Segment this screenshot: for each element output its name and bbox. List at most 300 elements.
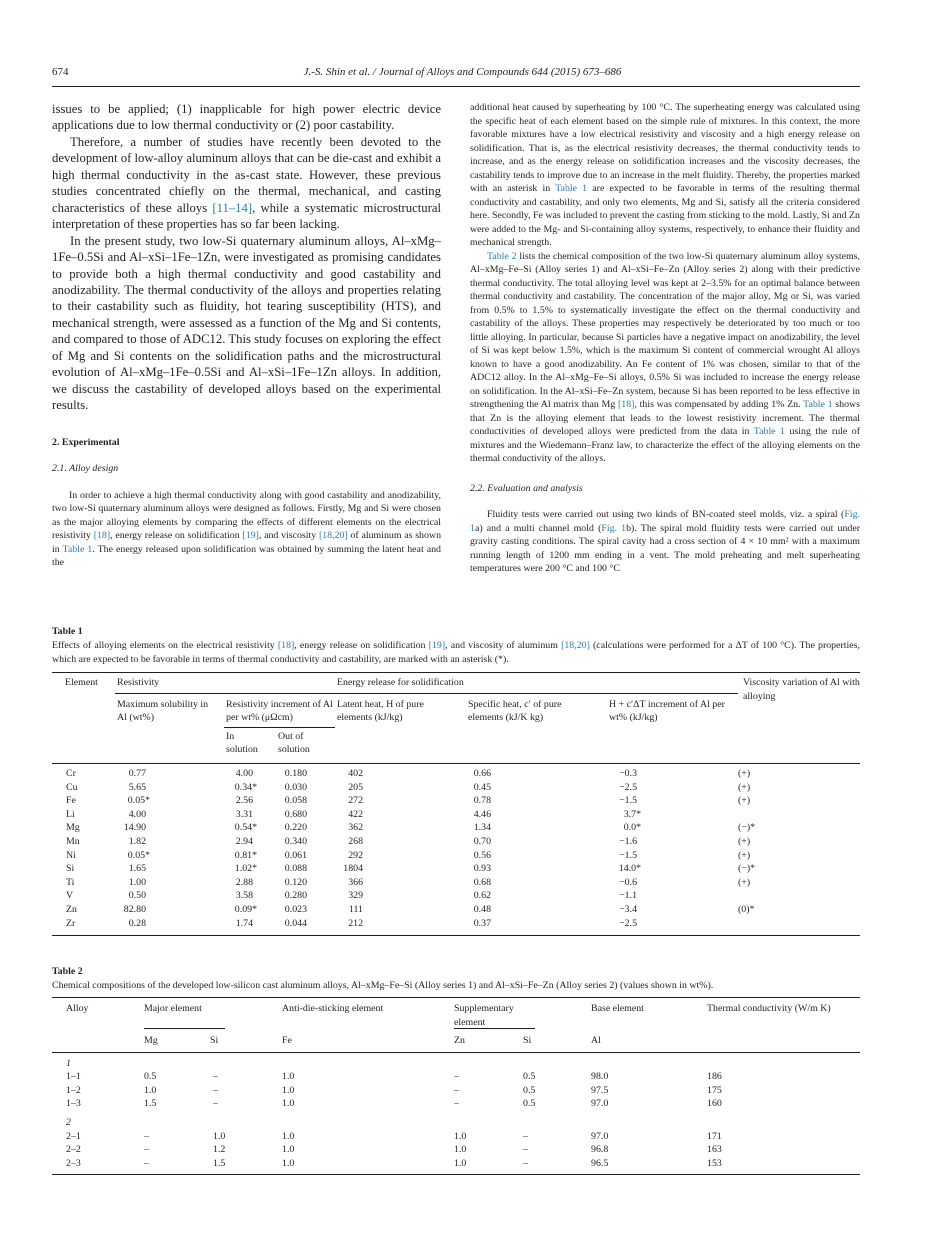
citation-link[interactable]: Table 1 — [62, 543, 93, 555]
cell-value: (0)* — [738, 903, 755, 915]
table-cell — [276, 808, 335, 822]
cell-value: 1.0 — [282, 1144, 295, 1156]
table-cell — [205, 1070, 278, 1084]
cell-value: 272 — [348, 795, 363, 807]
table-cell — [115, 763, 224, 780]
table-cell — [278, 1070, 450, 1084]
text-run: shows that Zn is the alloying element that leads to the lowest resistivity increment. The thermal conductivities of developed alloys were predicted from the data in — [470, 399, 860, 437]
table-cell — [703, 1070, 860, 1084]
cell-value: 1–3 — [66, 1098, 81, 1110]
cell-value: 0.340 — [284, 835, 307, 847]
table-cell — [738, 808, 860, 822]
paragraph — [52, 101, 441, 134]
table-cell — [276, 917, 335, 936]
cell-value: – — [144, 1130, 149, 1142]
cell-value: (+) — [738, 795, 751, 807]
cell-value: 82.80 — [123, 903, 146, 915]
header-supplementary — [450, 998, 587, 1030]
text-run: (calculations were performed for a ΔT of 100 °C). The properties, which are expected to be favorable in terms of thermal conductivity and castability, are marked with an asterisk (*). — [52, 640, 860, 665]
table-cell — [605, 794, 738, 808]
cell-value: – — [523, 1157, 528, 1169]
cell-value: 153 — [707, 1157, 722, 1169]
cell-value: 1.0 — [454, 1130, 467, 1142]
table2-row — [52, 1157, 860, 1175]
cell-value: 362 — [348, 822, 363, 834]
table-cell — [115, 794, 224, 808]
text-run: , and viscosity — [258, 530, 319, 542]
cell-value: 0.54* — [234, 822, 257, 834]
cell-value: Cu — [66, 781, 78, 793]
cell-value: 1.0 — [454, 1144, 467, 1156]
table-cell — [115, 889, 224, 903]
running-title: J.-S. Shin et al. / Journal of Alloys and Compounds 644 (2015) 673–686 — [303, 66, 622, 78]
table-cell — [335, 917, 465, 936]
table-cell — [465, 835, 605, 849]
cell-value: 97.0 — [591, 1130, 609, 1142]
table-cell — [140, 1084, 205, 1098]
left-column — [52, 101, 441, 570]
supplementary-label: Supplementary element — [454, 1002, 535, 1029]
cell-value: 97.5 — [591, 1084, 609, 1096]
cell-value: 0.030 — [284, 781, 307, 793]
table-cell — [115, 917, 224, 936]
paragraph — [52, 233, 441, 414]
table-cell — [605, 876, 738, 890]
cell-value: 0.50 — [128, 890, 146, 902]
table-cell — [224, 781, 276, 795]
cell-value: Ti — [66, 876, 75, 888]
alloy-cell — [52, 1084, 140, 1098]
table1 — [52, 672, 860, 936]
table2-body — [52, 1052, 860, 1175]
text-run: , and viscosity of aluminum — [445, 640, 562, 651]
cell-value: 0.09* — [234, 903, 257, 915]
text-run: , while a systematic microstructural interpretation of these properties has so far been lacking. — [52, 200, 441, 232]
header-mg: Mg — [144, 1035, 158, 1046]
text-run: . The energy released upon solidification was obtained by summing the latent heat and the — [52, 543, 441, 569]
table1-row — [52, 917, 860, 936]
table-cell — [519, 1143, 587, 1157]
header-resistivity-increment: Resistivity increment of Al per wt% (μΩcm) — [224, 693, 335, 727]
table-cell — [450, 1070, 519, 1084]
cell-value: 0.220 — [284, 822, 307, 834]
cell-value: 402 — [348, 767, 363, 779]
table-cell — [605, 917, 738, 936]
cell-value: −2.5 — [619, 917, 638, 929]
table1-row — [52, 903, 860, 917]
table-cell — [115, 821, 224, 835]
cell-value: 96.8 — [591, 1144, 609, 1156]
page-number: 674 — [52, 66, 69, 78]
table-cell — [115, 876, 224, 890]
table-cell — [224, 808, 276, 822]
table-cell — [140, 1097, 205, 1111]
table-cell — [465, 849, 605, 863]
cell-value: 0.0* — [623, 822, 642, 834]
element-cell — [52, 835, 115, 849]
alloy-series-label: 2 — [66, 1116, 71, 1128]
cell-value: 0.044 — [284, 917, 307, 929]
table-cell — [465, 917, 605, 936]
citation-link[interactable]: Table 1 — [555, 183, 588, 194]
subsection-heading: 2.1. Alloy design — [52, 463, 119, 475]
table-cell — [738, 794, 860, 808]
table-cell — [703, 1143, 860, 1157]
alloy-cell — [52, 1097, 140, 1111]
table-cell — [335, 876, 465, 890]
table-cell — [605, 903, 738, 917]
table-cell — [587, 1130, 703, 1144]
table-cell — [115, 862, 224, 876]
cell-value: – — [523, 1144, 528, 1156]
table-cell — [738, 781, 860, 795]
header-latent-heat: Latent heat, H of pure elements (kJ/kg) — [337, 698, 424, 724]
cell-value: – — [144, 1157, 149, 1169]
cell-value: 0.37 — [473, 917, 491, 929]
table2-title: Table 2 — [52, 966, 83, 977]
table-cell — [738, 917, 860, 936]
header-specific-heat: Specific heat, c′ of pure elements (kJ/K kg) — [468, 698, 562, 724]
table1-caption — [52, 639, 860, 666]
table-cell — [224, 876, 276, 890]
citation-link[interactable]: [19] — [428, 640, 446, 651]
cell-value: 111 — [348, 903, 363, 915]
element-cell — [52, 917, 115, 936]
citation-link[interactable]: Table 2 — [487, 250, 517, 262]
table-cell — [605, 835, 738, 849]
cell-value: 0.023 — [284, 903, 307, 915]
header-si: Si — [210, 1035, 219, 1046]
cell-value: 4.00 — [128, 808, 146, 820]
table1-body — [52, 763, 860, 935]
citation-link[interactable]: [18] — [93, 530, 111, 542]
table1-row — [52, 862, 860, 876]
cell-value: 0.058 — [284, 795, 307, 807]
cell-value: V — [66, 890, 74, 902]
table-cell — [278, 1084, 450, 1098]
table-cell — [587, 1143, 703, 1157]
table-cell — [335, 763, 465, 780]
table1-row — [52, 808, 860, 822]
table-cell — [276, 889, 335, 903]
text-run: issues to be applied; (1) inapplicable for high power electric device applications due to low thermal conductivity or (2) poor castability. — [52, 102, 441, 133]
table-cell — [450, 1157, 519, 1175]
table-cell — [224, 794, 276, 808]
cell-value: 0.34* — [234, 781, 257, 793]
citation-link[interactable]: [11–14] — [212, 200, 253, 215]
element-cell — [52, 808, 115, 822]
table-cell — [703, 1097, 860, 1111]
table-cell — [276, 821, 335, 835]
text-run: Therefore, a number of studies have recently been devoted to the development of low-alloy aluminum alloys that can be die-cast and exhibit a high thermal conductivity in the as-cast state. However, these previous studies concentrated chiefly on the thermal, mechanical, and casting characteristics of these alloys — [52, 134, 441, 215]
cell-value: 0.680 — [284, 808, 307, 820]
cell-value: (+) — [738, 767, 751, 779]
cell-value: 2.94 — [235, 835, 253, 847]
header-divider — [52, 86, 860, 87]
table-cell — [335, 849, 465, 863]
table-cell — [276, 903, 335, 917]
cell-value: Zn — [66, 903, 77, 915]
cell-value: – — [454, 1098, 459, 1110]
citation-link[interactable]: [18] — [277, 640, 295, 651]
table-cell — [519, 1070, 587, 1084]
cell-value: 0.78 — [473, 795, 491, 807]
table-cell — [224, 849, 276, 863]
table-cell — [276, 849, 335, 863]
text-run: additional heat caused by superheating by 100 °C. The superheating energy was calculated using the specific heat of each element based on the simple rule of mixtures. In this context, the more favorable mixtures have a low electrical resistivity and viscosity and a high energy release on solidification. That is, as the electrical resistivity decreases, the thermal conductivity tends to increase, and as the energy release on solidification increases and the viscosity decreases, the castability tends to improve due to an increase in the melt fluidity. Thereby, the properties marked with an asterisk in — [470, 102, 860, 194]
cell-value: 0.05* — [127, 849, 150, 861]
alloy-cell — [52, 1143, 140, 1157]
element-cell — [52, 821, 115, 835]
table-cell — [519, 1157, 587, 1175]
citation-link[interactable]: Fig. 1 — [470, 509, 860, 534]
alloy-design-section — [52, 436, 441, 570]
cell-value: – — [213, 1098, 218, 1110]
out-of-solution-label: Out of solution — [278, 730, 310, 756]
table-cell — [738, 903, 860, 917]
cell-value: 1.0 — [282, 1071, 295, 1083]
header-base-element: Base element — [591, 1003, 644, 1014]
text-run: of aluminum as shown in — [52, 530, 442, 555]
cell-value: 14.90 — [123, 822, 146, 834]
table-cell — [276, 862, 335, 876]
citation-link[interactable]: [18,20] — [561, 640, 590, 651]
header-fe: Fe — [282, 1035, 292, 1046]
cell-value: 1.0 — [213, 1130, 226, 1142]
citation-link[interactable]: Table 1 — [753, 426, 785, 437]
table-cell — [140, 1070, 205, 1084]
table-cell — [115, 849, 224, 863]
cell-value: 1804 — [343, 863, 363, 875]
cell-value: 1.2 — [213, 1144, 226, 1156]
table-cell — [276, 876, 335, 890]
cell-value: 1.82 — [128, 835, 146, 847]
table-cell — [587, 1157, 703, 1175]
header-thermal-conductivity: Thermal conductivity (W/m K) — [707, 1003, 831, 1014]
table1-row — [52, 781, 860, 795]
table-cell — [465, 781, 605, 795]
table-cell — [605, 862, 738, 876]
cell-value: −3.4 — [619, 903, 638, 915]
cell-value: 0.81* — [234, 849, 257, 861]
table-cell — [224, 821, 276, 835]
cell-value: 0.68 — [473, 876, 491, 888]
cell-value: – — [454, 1071, 459, 1083]
cell-value: 3.31 — [235, 808, 253, 820]
cell-value: 14.0* — [618, 863, 642, 875]
cell-value: 0.120 — [284, 876, 307, 888]
cell-value: Zr — [66, 917, 76, 929]
table-cell — [224, 862, 276, 876]
cell-value: Mn — [66, 835, 80, 847]
table-cell — [224, 903, 276, 917]
citation-link[interactable]: [19] — [242, 530, 259, 542]
cell-value: 1–1 — [66, 1071, 81, 1083]
table-cell — [205, 1143, 278, 1157]
text-run: are expected to be favorable in terms of the resulting thermal conductivity and castability, and only two elements, Mg and Si, satisfy all the criteria considered here. Secondly, Fe was included to prevent the casting from sticking to the mold. Lastly, Si and Zn were added to the Mg- and Si-containing alloy systems, respectively, to enhance their fluidity and mechanical strength. — [470, 183, 861, 248]
header-anti-die-sticking: Anti-die-sticking element — [282, 1003, 384, 1014]
cell-value: 1.0 — [282, 1098, 295, 1110]
subsection-heading: 2.2. Evaluation and analysis — [470, 482, 583, 494]
cell-value: 4.00 — [235, 767, 253, 779]
cell-value: 0.180 — [284, 767, 307, 779]
cell-value: – — [213, 1084, 218, 1096]
text-run: lists the chemical composition of the two low-Si quaternary aluminum alloy systems, Al–xMg–Fe–Si (Alloy series 1) and Al–xSi–Fe–Zn (Alloy series 2) along with their predictive thermal conductivity. The total alloying level was kept at 2–3.5% for an optimal balance between thermal conductivity and castability. The concentration of the major alloy, Mg or Si, was varied from 0.5% to 1.5% to systematically investigate the effect on the thermal conductivity and castability of the alloys. These properties may respectively be deteriorated by too much or too little alloying. In particular, because Si particles have a negative impact on anodizability, the level of Si was kept below 1.5%, which is the maximum Si content of commercial wrought Al alloys known to have a good anodizability. An Fe content of 1% was chosen, similar to that of the ADC12 alloy. In the Al–xMg–Fe–Si alloys, 0.5% Si was included to increase the energy release on solidification. In the Al–xSi–Fe–Zn system, because Si has been reported to be less effective in strengthening the Al matrix than Mg — [470, 250, 860, 410]
table-cell — [465, 763, 605, 780]
table1-row — [52, 889, 860, 903]
table-cell — [605, 781, 738, 795]
cell-value: 0.5 — [144, 1071, 157, 1083]
cell-value: 0.77 — [128, 767, 146, 779]
header-in-solution — [224, 727, 276, 763]
table-cell — [605, 889, 738, 903]
cell-value: 2.88 — [235, 876, 253, 888]
header-element: Element — [65, 677, 98, 688]
table-cell — [465, 794, 605, 808]
table-cell — [450, 1143, 519, 1157]
table-cell — [278, 1157, 450, 1175]
cell-value: 0.5 — [523, 1098, 536, 1110]
cell-value: 163 — [707, 1144, 722, 1156]
cell-value: 98.0 — [591, 1071, 609, 1083]
cell-value: 0.62 — [473, 890, 491, 902]
table-cell — [276, 763, 335, 780]
text-run: using the rule of mixtures and the Wiedemann–Franz law, to characterize the effect of the alloying elements on the thermal conductivity of the alloys. — [470, 426, 860, 464]
table-cell — [205, 1097, 278, 1111]
element-cell — [52, 781, 115, 795]
header-h-increment: H + c′ΔT increment of Al per wt% (kJ/kg) — [609, 698, 725, 724]
table-cell — [335, 835, 465, 849]
major-element-label: Major element — [144, 1002, 225, 1029]
element-cell — [52, 862, 115, 876]
in-solution-label: In solution — [226, 730, 258, 756]
element-cell — [52, 849, 115, 863]
cell-value: 212 — [348, 917, 363, 929]
cell-value: 0.5 — [523, 1084, 536, 1096]
cell-value: 97.0 — [591, 1098, 609, 1110]
cell-value: 1.0 — [454, 1157, 467, 1169]
cell-value: 1.0 — [144, 1084, 157, 1096]
paragraph — [470, 508, 860, 576]
cell-value: 0.05* — [127, 795, 150, 807]
cell-value: 1.5 — [213, 1157, 226, 1169]
cell-value: 0.28 — [128, 917, 146, 929]
cell-value: 0.48 — [473, 903, 491, 915]
cell-value: 2–1 — [66, 1130, 81, 1142]
table2-row — [52, 1084, 860, 1098]
table1-row — [52, 849, 860, 863]
table-cell — [335, 821, 465, 835]
citation-link[interactable]: Fig. 1 — [601, 522, 627, 534]
cell-value: Li — [66, 808, 75, 820]
cell-value: 0.45 — [473, 781, 491, 793]
table-cell — [587, 1084, 703, 1098]
cell-value: (+) — [738, 835, 751, 847]
cell-value: 1–2 — [66, 1084, 81, 1096]
table-cell — [738, 862, 860, 876]
table-cell — [276, 781, 335, 795]
cell-value: Mg — [66, 822, 80, 834]
table-cell — [605, 763, 738, 780]
table-cell — [587, 1097, 703, 1111]
cell-value: 0.93 — [473, 863, 491, 875]
element-cell — [52, 794, 115, 808]
cell-value: 422 — [348, 808, 363, 820]
table1-title: Table 1 — [52, 626, 83, 637]
cell-value: (−)* — [738, 863, 756, 875]
cell-value: – — [213, 1071, 218, 1083]
text-run: , energy release on solidification — [110, 530, 243, 542]
citation-link[interactable]: Table 1 — [803, 399, 833, 410]
cell-value: −1.5 — [619, 849, 638, 861]
cell-value: 5.65 — [128, 781, 146, 793]
table-cell — [140, 1143, 205, 1157]
alloy-series-label: 1 — [66, 1057, 71, 1069]
cell-value: 175 — [707, 1084, 722, 1096]
cell-value: 0.56 — [473, 849, 491, 861]
citation-link[interactable]: [18] — [618, 399, 635, 410]
table-cell — [278, 1143, 450, 1157]
cell-value: 1.34 — [473, 822, 491, 834]
citation-link[interactable]: [18,20] — [318, 530, 348, 542]
table1-row — [52, 876, 860, 890]
cell-value: 2.56 — [235, 795, 253, 807]
cell-value: Si — [66, 863, 75, 875]
table2-row — [52, 1070, 860, 1084]
table1-row — [52, 835, 860, 849]
cell-value: −1.5 — [619, 795, 638, 807]
cell-value: 1.0 — [282, 1084, 295, 1096]
table-cell — [519, 1084, 587, 1098]
cell-value: 1.65 — [128, 863, 146, 875]
table-cell — [140, 1130, 205, 1144]
table-cell — [205, 1157, 278, 1175]
cell-value: 1.74 — [235, 917, 253, 929]
cell-value: 96.5 — [591, 1157, 609, 1169]
table-cell — [205, 1130, 278, 1144]
text-run: In order to achieve a high thermal conductivity along with good castability and anodizability, two low-Si quaternary aluminum alloys were designed as follows. Firstly, Mg and Si were chosen as the major alloying elements by comparing the effects of different elements on the electrical resistivity — [52, 489, 441, 542]
element-cell — [52, 903, 115, 917]
cell-value: 0.280 — [284, 890, 307, 902]
cell-value: 0.70 — [473, 835, 491, 847]
alloy-cell — [52, 1130, 140, 1144]
table-cell — [605, 821, 738, 835]
cell-value: 366 — [348, 876, 363, 888]
table-cell — [738, 889, 860, 903]
table-cell — [703, 1084, 860, 1098]
header-alloy: Alloy — [66, 1003, 89, 1014]
paragraph — [52, 134, 441, 233]
element-cell — [52, 763, 115, 780]
alloy-cell — [52, 1157, 140, 1175]
table-cell — [335, 794, 465, 808]
cell-value: (+) — [738, 849, 751, 861]
cell-value: −1.1 — [619, 890, 638, 902]
section-heading: 2. Experimental — [52, 436, 120, 448]
table-cell — [465, 889, 605, 903]
table-cell — [703, 1130, 860, 1144]
cell-value: – — [144, 1144, 149, 1156]
table-cell — [205, 1084, 278, 1098]
header-resistivity: Resistivity — [115, 673, 335, 694]
table-cell — [465, 862, 605, 876]
right-column — [470, 101, 860, 576]
table-cell — [335, 781, 465, 795]
cell-value: 1.02* — [234, 863, 257, 875]
table2-caption: Chemical compositions of the developed low-silicon cast aluminum alloys, Al–xMg–Fe–Si (Alloy series 1) and Al–xSi–Fe–Zn (Alloy series 2) (values shown in wt%). — [52, 980, 714, 991]
table1-row — [52, 763, 860, 780]
table-cell — [465, 808, 605, 822]
